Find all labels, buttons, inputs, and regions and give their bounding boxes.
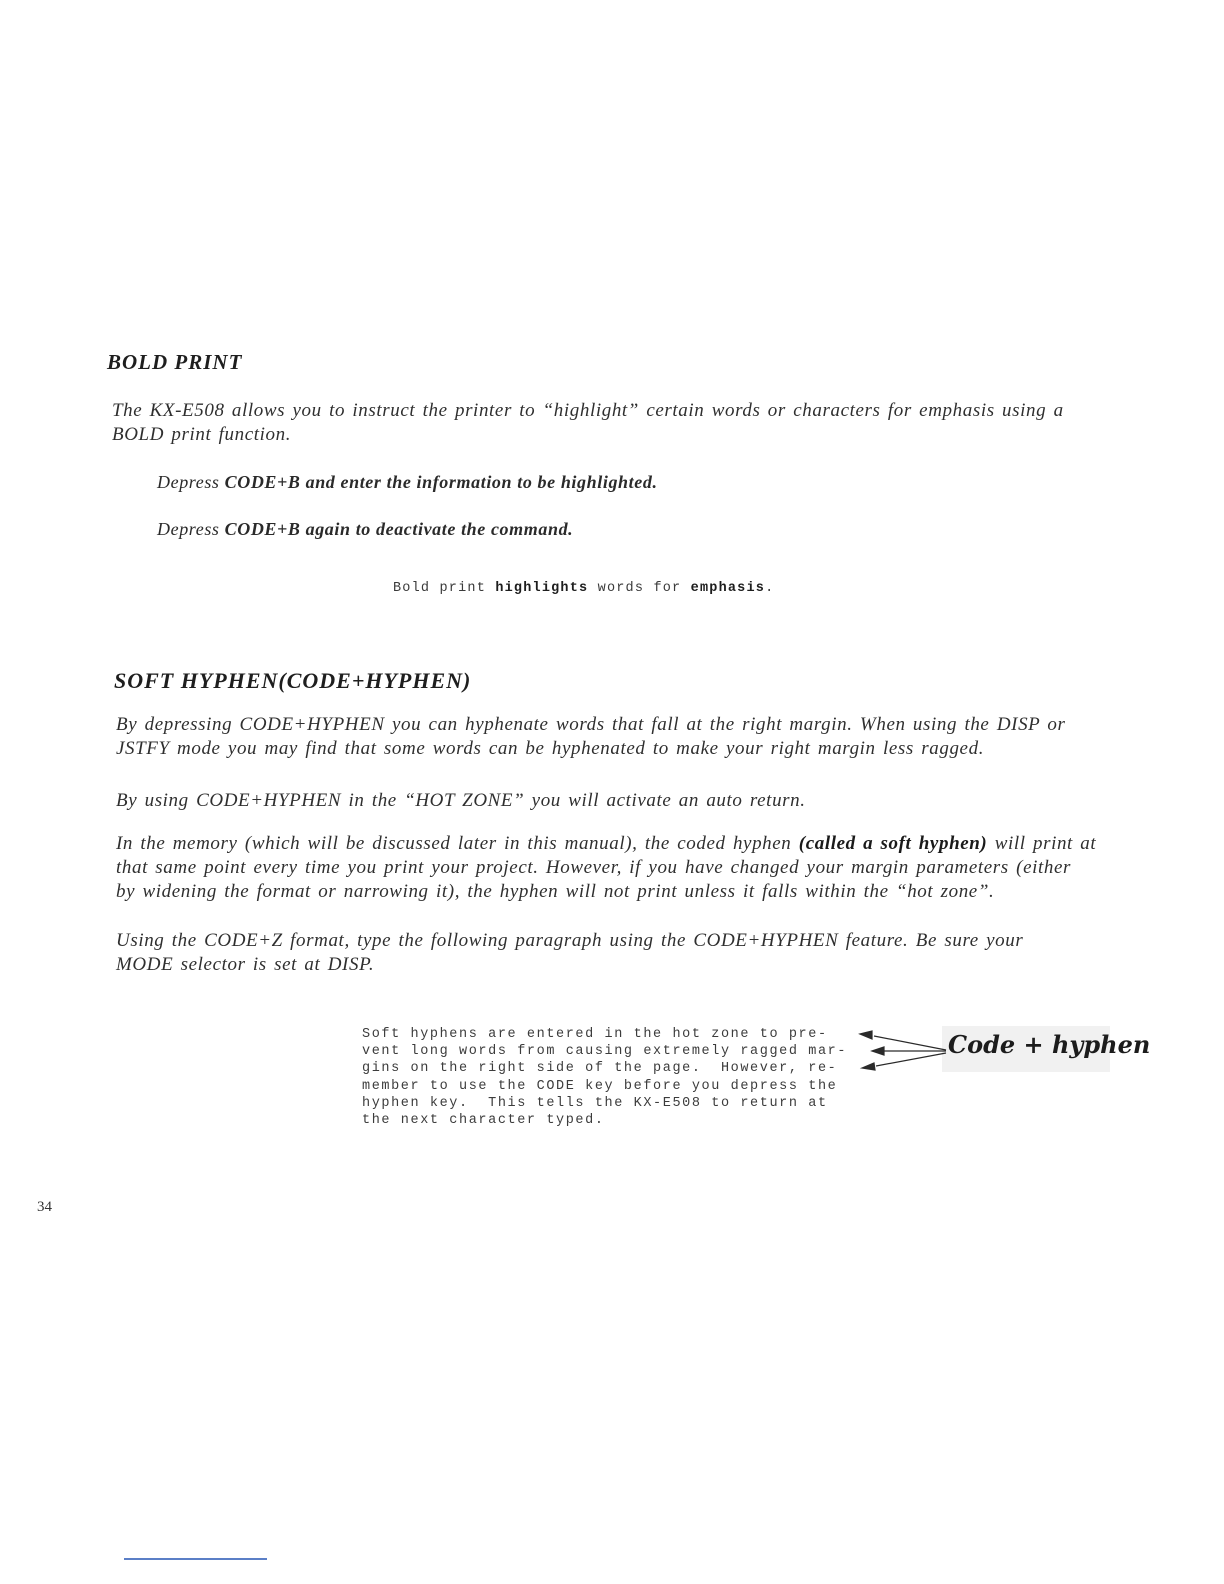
bold-print-step-1 xyxy=(157,472,658,493)
p3-soft-hyphen-bold: (called a soft hyphen) xyxy=(798,833,988,854)
sample-line: gins on the right side of the page. However, re- xyxy=(362,1061,838,1077)
soft-hyphen-paragraph-1 xyxy=(116,713,1106,761)
soft-hyphen-paragraph-3 xyxy=(116,832,1106,904)
annotation-code-hyphen: Code + hyphen xyxy=(948,1030,1151,1059)
sample-bold-emphasis: emphasis xyxy=(690,581,766,596)
step-1-depress: Depress xyxy=(157,472,225,492)
sample-line: Soft hyphens are entered in the hot zone to pre- xyxy=(362,1027,828,1042)
p3-line1-end: will print at xyxy=(987,833,1097,854)
sample-line: vent long words from causing extremely ragged mar- xyxy=(362,1044,848,1060)
soft-hyphen-p4-line2: MODE selector is set at DISP. xyxy=(116,954,375,975)
sample-text-3: . xyxy=(765,581,775,596)
arrow-line-top xyxy=(874,1036,946,1050)
bold-print-step-2 xyxy=(157,519,573,540)
bold-print-paragraph xyxy=(112,399,1112,447)
soft-hyphen-p1-line1: By depressing CODE+HYPHEN you can hyphenate words that fall at the right margin. When using the DISP or xyxy=(116,714,1066,735)
soft-hyphen-p3-line3: by widening the format or narrowing it), the hyphen will not print unless it falls within the “hot zone”. xyxy=(116,881,995,902)
bold-print-paragraph-line1: The KX-E508 allows you to instruct the printer to “highlight” certain words or characters for emphasis using a xyxy=(112,400,1064,421)
sample-line: hyphen key. This tells the KX-E508 to return at xyxy=(362,1095,828,1111)
arrow-head-top xyxy=(860,1031,872,1039)
bold-print-paragraph-line2: BOLD print function. xyxy=(112,424,292,445)
sample-line: the next character typed. xyxy=(362,1113,605,1129)
sample-text-2: words for xyxy=(588,581,691,596)
bold-print-sample xyxy=(393,581,774,596)
bold-print-heading: BOLD PRINT xyxy=(107,350,243,374)
soft-hyphen-paragraph-2: By using CODE+HYPHEN in the “HOT ZONE” you will activate an auto return. xyxy=(116,790,806,811)
sample-text-1: Bold print xyxy=(393,581,496,596)
page-number: 34 xyxy=(37,1199,52,1215)
arrow-line-bottom xyxy=(876,1053,946,1066)
soft-hyphen-p3-line2: that same point every time you print your project. However, if you have changed your margin parameters (either xyxy=(116,857,1071,878)
footer-rule xyxy=(124,1558,267,1560)
soft-hyphen-paragraph-4 xyxy=(116,929,1106,977)
sample-bold-highlights: highlights xyxy=(495,581,589,596)
arrow-head-middle xyxy=(872,1047,884,1055)
step-2-command: CODE+B again to deactivate the command. xyxy=(224,519,574,539)
soft-hyphen-heading: SOFT HYPHEN(CODE+HYPHEN) xyxy=(114,668,472,693)
sample-line: member to use the CODE key before you depress the xyxy=(362,1078,838,1094)
soft-hyphen-p4-line1: Using the CODE+Z format, type the following paragraph using the CODE+HYPHEN feature. Be sure your xyxy=(116,930,1024,951)
step-1-command: CODE+B and enter the information to be highlighted. xyxy=(224,472,658,492)
p3-line1-start: In the memory (which will be discussed later in this manual), the coded hyphen xyxy=(116,833,799,854)
soft-hyphen-p3-line1 xyxy=(116,832,1106,856)
soft-hyphen-p1-line2: JSTFY mode you may find that some words can be hyphenated to make your right margin less ragged. xyxy=(116,738,985,759)
arrow-head-bottom xyxy=(862,1063,875,1070)
soft-hyphen-sample xyxy=(362,1026,847,1129)
step-2-depress: Depress xyxy=(157,519,225,539)
